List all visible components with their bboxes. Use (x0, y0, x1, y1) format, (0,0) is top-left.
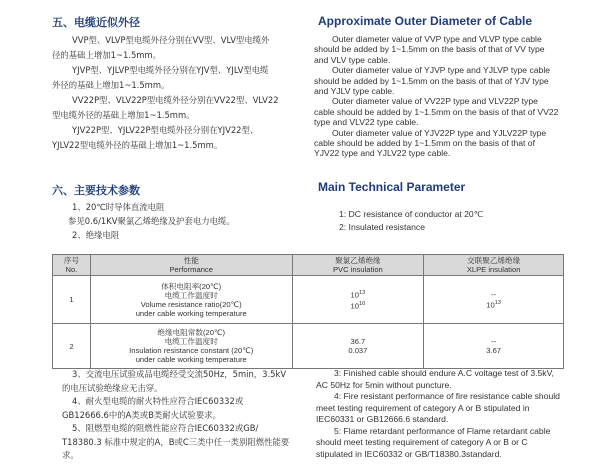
paragraph: Outer diameter value of VVP type and VLVP type cable should be added by 1~1.5mm on the basis of that of VV type and VLV type cable. (314, 34, 545, 65)
text-line: 3、交流电压试验成品电缆经受交流50Hz，5min，3.5kV (72, 369, 287, 379)
text-line: 的电压试验绝缘应无击穿。 (62, 382, 163, 393)
text-line: 径的基础上增加1~1.5mm。 (52, 50, 161, 60)
section-5-body-cn (52, 33, 312, 153)
text-line: T18380.3 标准中规定的A，B或C三类中任一类别阻燃性能要 (62, 436, 290, 447)
paragraph: Outer diameter value of VV22P type and VLV22P type cable should be added by 1~1.5mm on the basis of that of VV22 type and VLV22 type cable. (314, 96, 559, 128)
text-line: 外径的基础上增加1~1.5mm。 (52, 80, 170, 90)
cell-performance: 体积电阻率(20℃) 电缆工作温度时 Volume resistance ratio(20℃) under cable working temperature (90, 276, 292, 324)
cell-xlpe: -- 3.67 (424, 324, 564, 369)
insulation-resistance-table (52, 254, 564, 369)
section-5-title-cn: 五、电缆近似外径 (52, 16, 140, 29)
section-6-title-en: Main Technical Parameter (318, 180, 466, 194)
text-line: VV22P型、VLV22P型电缆外径分别在VV22型、VLV22 (72, 95, 279, 105)
text-line: 2、绝缘电阻 (72, 230, 120, 240)
text-line: YJV22P型、YJLV22P型电缆外径分别在YJV22型、 (72, 125, 259, 135)
cell-no: 1 (53, 276, 91, 324)
text-line: 5、阻燃型电缆的阻燃性能应符合IEC60332或GB/ (72, 423, 259, 433)
cell-pvc: $10^{13}$ $10^{10}$ (292, 276, 424, 324)
text-line: GB12666.6中的A类或B类耐火试验要求。 (62, 409, 221, 420)
cell-pvc: 36.7 0.037 (292, 324, 424, 369)
section-6-title-cn: 六、主要技术参数 (52, 184, 140, 197)
section-5-body-en (314, 34, 560, 159)
paragraph: 3: Finished cable should endure A.C voltage test of 3.5kV, AC 50Hz for 5min without puncture. (316, 368, 554, 390)
text-line: 4、耐火型电缆的耐火特性应符合IEC60332或 (72, 396, 244, 406)
notes-cn (62, 368, 306, 463)
paragraph: Outer diameter value of YJV22P type and YJLV22P type cable should be added by 1~1.5mm on the basis of that of YJV22 type and YJLV22 type cable. (314, 127, 547, 159)
text-line: 求。 (62, 450, 79, 460)
notes-en (316, 368, 564, 460)
table-header-row (53, 255, 564, 276)
header-performance: 性能 Performance (90, 255, 292, 276)
section-5-title-en: Approximate Outer Diameter of Cable (318, 14, 533, 28)
paragraph: Outer diameter value of YJVP type and YJLVP type cable should be added by 1~1.5mm on the basis of that of YJV type and YJLV type cable. (314, 65, 551, 97)
paragraph: 5: Flame retardant performance of Flame retardant cable should meet testing requirement of category A or B or C stipulated in IEC60332 or GB/T18380.3standard. (316, 425, 551, 459)
text-line: 1: DC resistance of conductor at 20℃ (339, 209, 484, 219)
cell-xlpe: -- $10^{13}$ (424, 276, 564, 324)
text-line: VVP型、VLVP型电缆外径分别在VV型、VLV型电缆外 (72, 35, 270, 45)
section-6-body-cn (68, 200, 312, 242)
text-line: 参见0.6/1KV聚氯乙烯绝缘及护套电力电缆。 (68, 216, 235, 226)
text-line: YJLV22型电缆外径的基础上增加1~1.5mm。 (52, 140, 223, 150)
header-xlpe: 交联聚乙烯绝缘 XLPE insulation (424, 255, 564, 276)
text-line: 型电缆外径的基础上增加1~1.5mm。 (52, 110, 195, 120)
header-pvc: 聚氯乙烯绝缘 PVC insulation (292, 255, 424, 276)
paragraph: 4: Fire resistant performance of fire resistance cable should meet testing requirement of category A or B stipulated in IEC60331 or GB12666.6 standard. (316, 391, 560, 424)
cell-no: 2 (53, 324, 91, 369)
header-no: 序号 No. (53, 255, 91, 276)
text-line: 2: Insulated resistance (339, 222, 425, 232)
section-6-body-en (339, 208, 559, 234)
table-row (53, 324, 564, 369)
table-row (53, 276, 564, 324)
text-line: 1、20℃时导体直流电阻 (72, 202, 165, 212)
text-line: YJVP型、YJLVP型电缆外径分别在YJV型、YJLV型电缆 (72, 65, 269, 75)
cell-performance: 绝缘电阻常数(20℃) 电缆工作温度时 Insulation resistance constant (20℃) under cable working temperature (90, 324, 292, 369)
